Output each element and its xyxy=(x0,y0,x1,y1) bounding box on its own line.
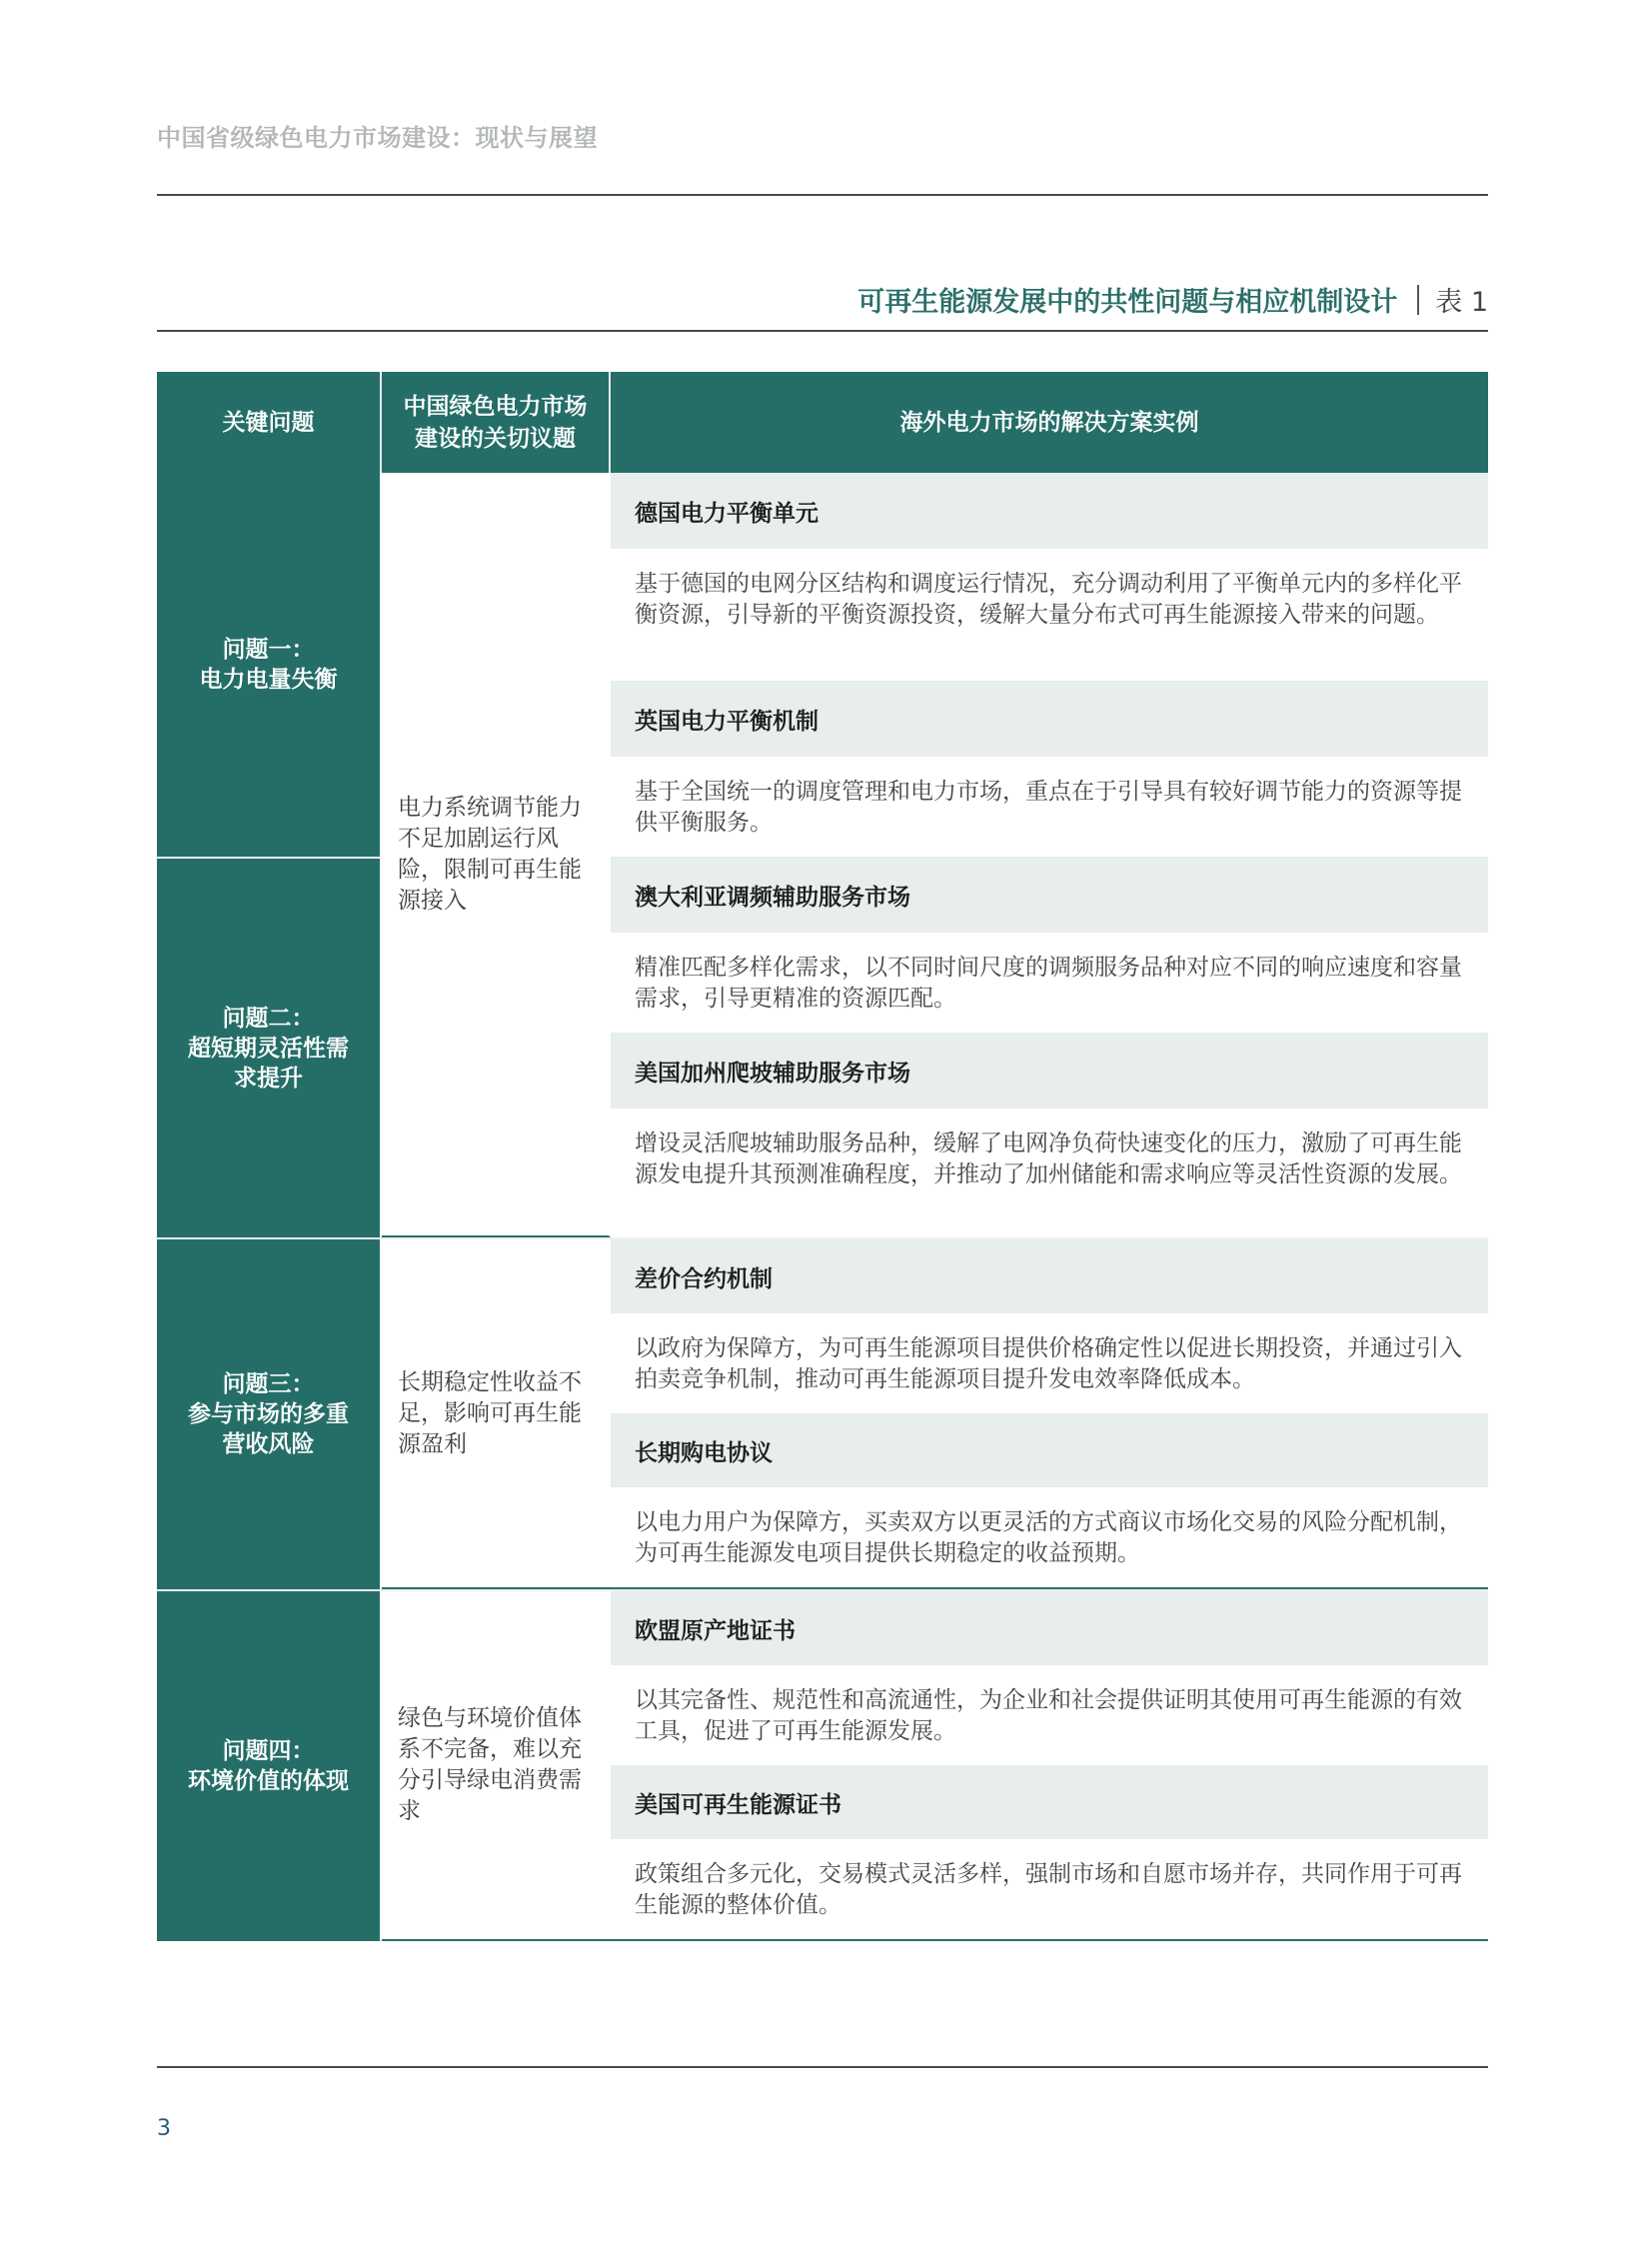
solution-title: 长期购电协议 xyxy=(611,1413,1488,1487)
header-line: 建设的关切议题 xyxy=(415,425,576,452)
group-issue-1 xyxy=(157,473,382,857)
issue-line: 超短期灵活性需 xyxy=(188,1035,349,1062)
mechanism-table xyxy=(157,372,1488,1941)
solutions-3 xyxy=(611,1239,1488,1589)
solution-desc: 增设灵活爬坡辅助服务品种，缓解了电网净负荷快速变化的压力，激励了可再生能源发电提升其预测准确程度，并推动了加州储能和需求响应等灵活性资源的发展。 xyxy=(611,1109,1488,1208)
group-issue-3 xyxy=(157,1237,1488,1589)
solution-desc: 基于全国统一的调度管理和电力市场，重点在于引导具有较好调节能力的资源等提供平衡服务。 xyxy=(611,757,1488,857)
caption-separator xyxy=(1417,285,1419,315)
header-rule xyxy=(157,194,1488,196)
groups-1-2 xyxy=(157,473,1488,1237)
issue-line: 电力电量失衡 xyxy=(199,667,338,693)
header-line: 中国绿色电力市场 xyxy=(403,393,588,420)
topic-text: 电力系统调节能力不足加剧运行风险，限制可再生能源接入 xyxy=(382,473,611,1237)
page-number: 3 xyxy=(157,2116,171,2141)
issue-line: 环境价值的体现 xyxy=(188,1768,349,1794)
group-issue-4 xyxy=(157,1589,1488,1941)
solution-desc: 精准匹配多样化需求，以不同时间尺度的调频服务品种对应不同的响应速度和容量需求，引导更精准的资源匹配。 xyxy=(611,933,1488,1033)
solutions-1 xyxy=(611,473,1488,857)
issue-line: 问题二： xyxy=(222,1005,315,1032)
table-caption xyxy=(857,280,1488,319)
issue-line: 问题三： xyxy=(222,1371,315,1397)
issue-line: 问题四： xyxy=(222,1738,315,1764)
topic-text: 绿色与环境价值体系不完备，难以充分引导绿电消费需求 xyxy=(382,1591,611,1941)
solution-desc: 以其完备性、规范性和高流通性，为企业和社会提供证明其使用可再生能源的有效工具，促进了可再生能源发展。 xyxy=(611,1665,1488,1765)
header-china-concern xyxy=(382,372,611,473)
solution-title: 美国加州爬坡辅助服务市场 xyxy=(611,1033,1488,1109)
solution-desc: 基于德国的电网分区结构和调度运行情况，充分调动利用了平衡单元内的多样化平衡资源，引导新的平衡资源投资，缓解大量分布式可再生能源接入带来的问题。 xyxy=(611,549,1488,681)
solution-title: 欧盟原产地证书 xyxy=(611,1591,1488,1665)
solution-title: 差价合约机制 xyxy=(611,1239,1488,1313)
solutions-4 xyxy=(611,1591,1488,1941)
table-header xyxy=(157,372,1488,473)
issue-cell xyxy=(157,859,382,1237)
group-issue-2 xyxy=(157,857,382,1237)
footer-rule xyxy=(157,2066,1488,2068)
header-key-issue: 关键问题 xyxy=(157,372,382,473)
caption-rule xyxy=(157,330,1488,332)
header-overseas-solutions: 海外电力市场的解决方案实例 xyxy=(899,409,1199,436)
issue-line: 求提升 xyxy=(234,1065,303,1092)
solution-title: 美国可再生能源证书 xyxy=(611,1765,1488,1839)
issue-line: 营收风险 xyxy=(222,1431,315,1457)
solution-title: 德国电力平衡单元 xyxy=(611,473,1488,549)
running-head: 中国省级绿色电力市场建设：现状与展望 xyxy=(157,124,598,152)
table-title: 可再生能源发展中的共性问题与相应机制设计 xyxy=(857,287,1398,318)
topic-cell-1-2 xyxy=(382,473,611,1237)
solution-desc: 政策组合多元化，交易模式灵活多样，强制市场和自愿市场并存，共同作用于可再生能源的整体价值。 xyxy=(611,1839,1488,1939)
issue-line: 参与市场的多重 xyxy=(188,1401,349,1427)
solution-desc: 以政府为保障方，为可再生能源项目提供价格确定性以促进长期投资，并通过引入拍卖竞争机制，推动可再生能源项目提升发电效率降低成本。 xyxy=(611,1313,1488,1413)
issue-cell xyxy=(157,1239,382,1589)
solutions-2 xyxy=(611,857,1488,1237)
issue-cell xyxy=(157,1591,382,1941)
solution-title: 英国电力平衡机制 xyxy=(611,681,1488,757)
issue-line: 问题一： xyxy=(222,637,315,663)
table-number: 表 1 xyxy=(1435,287,1488,318)
issue-cell xyxy=(157,473,382,857)
topic-text: 长期稳定性收益不足，影响可再生能源盈利 xyxy=(382,1239,611,1589)
solution-title: 澳大利亚调频辅助服务市场 xyxy=(611,857,1488,933)
solution-desc: 以电力用户为保障方，买卖双方以更灵活的方式商议市场化交易的风险分配机制，为可再生能源发电项目提供长期稳定的收益预期。 xyxy=(611,1487,1488,1587)
